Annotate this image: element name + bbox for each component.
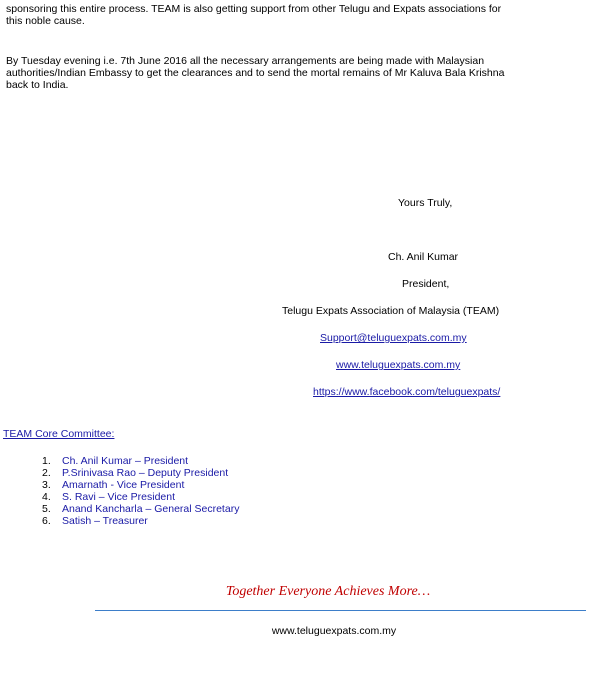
- website-link[interactable]: www.teluguexpats.com.my: [336, 359, 461, 371]
- closing: Yours Truly,: [398, 197, 453, 209]
- member-name: Amarnath - Vice President: [62, 479, 185, 491]
- paragraph-arrangements: [6, 55, 596, 91]
- member-name: Anand Kancharla – General Secretary: [62, 503, 240, 515]
- paragraph-line: back to India.: [6, 79, 69, 91]
- signatory-name: Ch. Anil Kumar: [388, 251, 459, 263]
- paragraph-line: sponsoring this entire process. TEAM is also getting support from other Telugu and Expats associations for: [6, 3, 502, 15]
- footer-divider: [95, 610, 586, 611]
- paragraph-sponsorship: [6, 3, 596, 27]
- list-number: 2.: [42, 467, 51, 479]
- member-name: Satish – Treasurer: [62, 515, 148, 527]
- paragraph-line: authorities/Indian Embassy to get the clearances and to send the mortal remains of Mr Kaluva Bala Krishna: [6, 67, 505, 79]
- list-item: [42, 515, 239, 527]
- committee-heading: TEAM Core Committee:: [3, 428, 115, 440]
- list-number: 5.: [42, 503, 51, 515]
- list-number: 1.: [42, 455, 51, 467]
- paragraph-line: By Tuesday evening i.e. 7th June 2016 all the necessary arrangements are being made with Malaysian: [6, 55, 485, 67]
- member-name: P.Srinivasa Rao – Deputy President: [62, 467, 229, 479]
- committee-list: [42, 455, 239, 527]
- paragraph-line: this noble cause.: [6, 15, 85, 27]
- list-number: 4.: [42, 491, 51, 503]
- list-item: [42, 503, 239, 515]
- email-link[interactable]: Support@teluguexpats.com.my: [320, 332, 467, 344]
- facebook-link[interactable]: https://www.facebook.com/teluguexpats/: [313, 386, 501, 398]
- organization-name: Telugu Expats Association of Malaysia (TEAM): [282, 305, 500, 317]
- member-name: Ch. Anil Kumar – President: [62, 455, 189, 467]
- list-item: [42, 467, 239, 479]
- list-item: [42, 455, 239, 467]
- list-number: 6.: [42, 515, 51, 527]
- list-number: 3.: [42, 479, 51, 491]
- list-item: [42, 479, 239, 491]
- member-name: S. Ravi – Vice President: [62, 491, 176, 503]
- motto: Together Everyone Achieves More…: [225, 584, 431, 599]
- signatory-title: President,: [402, 278, 450, 290]
- footer-website: www.teluguexpats.com.my: [271, 625, 397, 637]
- list-item: [42, 491, 239, 503]
